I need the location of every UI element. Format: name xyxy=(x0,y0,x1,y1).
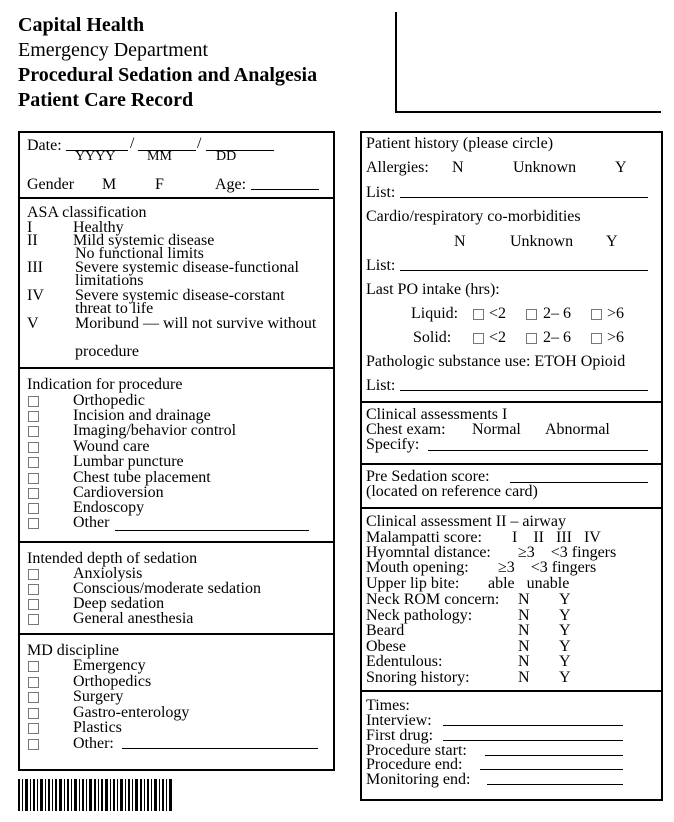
time-field-monitoring-end[interactable] xyxy=(487,784,623,785)
yn-row-n[interactable]: N xyxy=(518,653,530,670)
depth-checkbox[interactable] xyxy=(28,584,39,595)
time-field-interview[interactable] xyxy=(443,725,623,726)
yn-row-y[interactable]: Y xyxy=(559,607,571,624)
barcode-image xyxy=(18,779,174,811)
gender-label: Gender xyxy=(27,176,75,193)
yn-row-y[interactable]: Y xyxy=(559,622,571,639)
md-checkbox[interactable] xyxy=(28,677,39,688)
yn-row-label: Neck pathology: xyxy=(366,607,473,624)
allergies-list-field[interactable] xyxy=(400,197,648,198)
allergies-option-n[interactable]: N xyxy=(452,159,464,176)
indication-checkbox[interactable] xyxy=(28,488,39,499)
indication-checkbox[interactable] xyxy=(28,411,39,422)
indication-item: Incision and drainage xyxy=(73,407,211,424)
yn-row-y[interactable]: Y xyxy=(559,591,571,608)
solid-lt2-label: <2 xyxy=(489,329,507,346)
asa-item: Mild systemic disease xyxy=(73,232,215,249)
asa-item: threat to life xyxy=(75,300,154,317)
form-title-line1: Procedural Sedation and Analgesia xyxy=(18,64,318,86)
cardio-option-n[interactable]: N xyxy=(454,233,466,250)
indication-item: Lumbar puncture xyxy=(73,453,184,470)
depth-checkbox[interactable] xyxy=(28,614,39,625)
indication-checkbox[interactable] xyxy=(28,442,39,453)
indication-checkbox[interactable] xyxy=(28,503,39,514)
chest-abnormal-option[interactable]: Abnormal xyxy=(545,421,610,438)
substance-list-label: List: xyxy=(366,377,396,394)
divider xyxy=(18,367,333,369)
md-title: MD discipline xyxy=(27,642,119,659)
allergies-list-label: List: xyxy=(366,184,396,201)
date-month-hint: MM xyxy=(147,149,172,164)
liquid-gt6-label: >6 xyxy=(607,305,625,322)
divider xyxy=(360,690,661,692)
time-label-interview: Interview: xyxy=(366,712,432,729)
yn-row-label: Obese xyxy=(366,638,406,655)
indication-item: Chest tube placement xyxy=(73,469,211,486)
time-field-procedure-start[interactable] xyxy=(485,755,623,756)
lip-bite-options[interactable]: able unable xyxy=(488,575,570,592)
indication-checkbox[interactable] xyxy=(28,426,39,437)
solid-label: Solid: xyxy=(413,329,452,346)
cardio-list-label: List: xyxy=(366,257,396,274)
label-area-border-bottom xyxy=(395,111,661,113)
indication-checkbox[interactable] xyxy=(28,396,39,407)
substance-list-field[interactable] xyxy=(400,390,648,391)
time-label-procedure-end: Procedure end: xyxy=(366,756,463,773)
md-item: Plastics xyxy=(73,719,122,736)
md-checkbox[interactable] xyxy=(28,739,39,750)
depth-item: Anxiolysis xyxy=(73,565,143,582)
yn-row-n[interactable]: N xyxy=(518,669,530,686)
md-other-field[interactable] xyxy=(122,748,318,749)
date-separator: / xyxy=(130,135,135,152)
md-item: Surgery xyxy=(73,688,124,705)
date-day-hint: DD xyxy=(216,149,237,164)
divider xyxy=(360,463,661,465)
indication-checkbox[interactable] xyxy=(28,473,39,484)
hyomental-label: Hyomntal distance: xyxy=(366,544,491,561)
depth-checkbox[interactable] xyxy=(28,569,39,580)
indication-other-field[interactable] xyxy=(115,530,309,531)
form-title-line2: Patient Care Record xyxy=(18,89,194,111)
asa-item: Moribund — will not survive without xyxy=(75,315,317,332)
last-po-label: Last PO intake (hrs): xyxy=(366,281,500,298)
left-panel xyxy=(18,131,335,771)
yn-row-n[interactable]: N xyxy=(518,638,530,655)
md-item: Other: xyxy=(73,735,114,752)
yn-row-label: Neck ROM concern: xyxy=(366,591,500,608)
solid-2-6-checkbox[interactable] xyxy=(526,333,537,344)
divider xyxy=(360,401,661,403)
yn-row-label: Beard xyxy=(366,622,405,639)
substance-label: Pathologic substance use: ETOH Opioid xyxy=(366,353,626,370)
allergies-label: Allergies: xyxy=(366,159,429,176)
liquid-label: Liquid: xyxy=(411,305,459,322)
liquid-2-6-label: 2– 6 xyxy=(543,305,571,322)
solid-gt6-label: >6 xyxy=(607,329,625,346)
asa-num: II xyxy=(27,232,38,249)
indication-item: Imaging/behavior control xyxy=(73,422,237,439)
time-label-procedure-start: Procedure start: xyxy=(366,742,467,759)
cardio-option-unknown[interactable]: Unknown xyxy=(510,233,574,250)
indication-checkbox[interactable] xyxy=(28,457,39,468)
md-checkbox[interactable] xyxy=(28,708,39,719)
liquid-lt2-label: <2 xyxy=(489,305,507,322)
md-checkbox[interactable] xyxy=(28,692,39,703)
liquid-gt6-checkbox[interactable] xyxy=(591,309,602,320)
asa-num: IV xyxy=(27,287,44,304)
md-item: Orthopedics xyxy=(73,673,152,690)
chest-normal-option[interactable]: Normal xyxy=(472,421,521,438)
indication-checkbox[interactable] xyxy=(28,518,39,529)
label-area-border-left xyxy=(395,12,397,112)
malampatti-label: Malampatti score: xyxy=(366,529,482,546)
lip-bite-label: Upper lip bite: xyxy=(366,575,460,592)
time-label-first-drug: First drug: xyxy=(366,727,434,744)
presedation-score-label: Pre Sedation score: xyxy=(366,468,490,485)
date-separator: / xyxy=(197,135,202,152)
divider xyxy=(360,507,661,509)
liquid-lt2-checkbox[interactable] xyxy=(473,309,484,320)
cardio-option-y[interactable]: Y xyxy=(606,233,618,250)
allergies-option-y[interactable]: Y xyxy=(615,159,627,176)
gender-option-m[interactable]: M xyxy=(102,176,117,193)
solid-2-6-label: 2– 6 xyxy=(543,329,571,346)
age-label: Age: xyxy=(215,176,247,193)
date-year-hint: YYYY xyxy=(75,149,116,164)
date-label: Date: xyxy=(27,137,62,154)
asa-title: ASA classification xyxy=(27,204,147,221)
clinical2-title: Clinical assessment II – airway xyxy=(366,513,566,530)
malampatti-options[interactable]: I II III IV xyxy=(512,529,601,546)
md-checkbox[interactable] xyxy=(28,723,39,734)
org-name: Capital Health xyxy=(18,14,145,36)
asa-num: III xyxy=(27,259,43,276)
time-field-first-drug[interactable] xyxy=(443,740,623,741)
indication-item: Wound care xyxy=(73,438,150,455)
yn-row-y[interactable]: Y xyxy=(559,653,571,670)
md-checkbox[interactable] xyxy=(28,661,39,672)
asa-item: Severe systemic disease-corstant xyxy=(75,287,285,304)
asa-num: I xyxy=(27,219,33,236)
department-name: Emergency Department xyxy=(18,39,209,61)
indication-title: Indication for procedure xyxy=(27,376,183,393)
depth-title: Intended depth of sedation xyxy=(27,550,198,567)
gender-option-f[interactable]: F xyxy=(155,176,164,193)
chest-exam-label: Chest exam: xyxy=(366,421,446,438)
indication-item: Endoscopy xyxy=(73,499,145,516)
depth-item: Deep sedation xyxy=(73,595,165,612)
time-field-procedure-end[interactable] xyxy=(480,769,623,770)
history-title: Patient history (please circle) xyxy=(366,135,554,152)
md-item: Gastro-enterology xyxy=(73,704,190,721)
asa-item: Healthy xyxy=(73,219,124,236)
specify-field[interactable] xyxy=(428,450,648,451)
yn-row-label: Snoring history: xyxy=(366,669,470,686)
asa-num: V xyxy=(27,315,39,332)
yn-row-n[interactable]: N xyxy=(518,607,530,624)
yn-row-n[interactable]: N xyxy=(518,622,530,639)
depth-checkbox[interactable] xyxy=(28,599,39,610)
asa-item: procedure xyxy=(75,343,139,360)
asa-item: Severe systemic disease-functional xyxy=(75,259,299,276)
yn-row-y[interactable]: Y xyxy=(559,638,571,655)
asa-item: limitations xyxy=(75,272,144,289)
yn-row-label: Edentulous: xyxy=(366,653,443,670)
liquid-2-6-checkbox[interactable] xyxy=(526,309,537,320)
divider xyxy=(18,633,333,635)
time-label-monitoring-end: Monitoring end: xyxy=(366,771,471,788)
times-title: Times: xyxy=(366,697,410,714)
mouth-opening-options[interactable]: ≥3 <3 fingers xyxy=(498,559,597,576)
divider xyxy=(18,197,333,199)
indication-item: Cardioversion xyxy=(73,484,164,501)
indication-item: Other xyxy=(73,514,110,531)
allergies-option-unknown[interactable]: Unknown xyxy=(513,159,577,176)
cardio-list-field[interactable] xyxy=(400,270,648,271)
yn-row-n[interactable]: N xyxy=(518,591,530,608)
clinical1-title: Clinical assessments I xyxy=(366,406,508,423)
mouth-opening-label: Mouth opening: xyxy=(366,559,469,576)
solid-lt2-checkbox[interactable] xyxy=(473,333,484,344)
divider xyxy=(18,541,333,543)
solid-gt6-checkbox[interactable] xyxy=(591,333,602,344)
depth-item: Conscious/moderate sedation xyxy=(73,580,261,597)
specify-label: Specify: xyxy=(366,436,420,453)
presedation-note: (located on reference card) xyxy=(366,483,538,500)
asa-item: No functional limits xyxy=(75,245,204,262)
hyomental-options[interactable]: ≥3 <3 fingers xyxy=(518,544,617,561)
indication-item: Orthopedic xyxy=(73,392,145,409)
cardio-label: Cardio/respiratory co-morbidities xyxy=(366,208,581,225)
depth-item: General anesthesia xyxy=(73,610,194,627)
age-field[interactable] xyxy=(251,189,319,190)
md-item: Emergency xyxy=(73,657,146,674)
yn-row-y[interactable]: Y xyxy=(559,669,571,686)
